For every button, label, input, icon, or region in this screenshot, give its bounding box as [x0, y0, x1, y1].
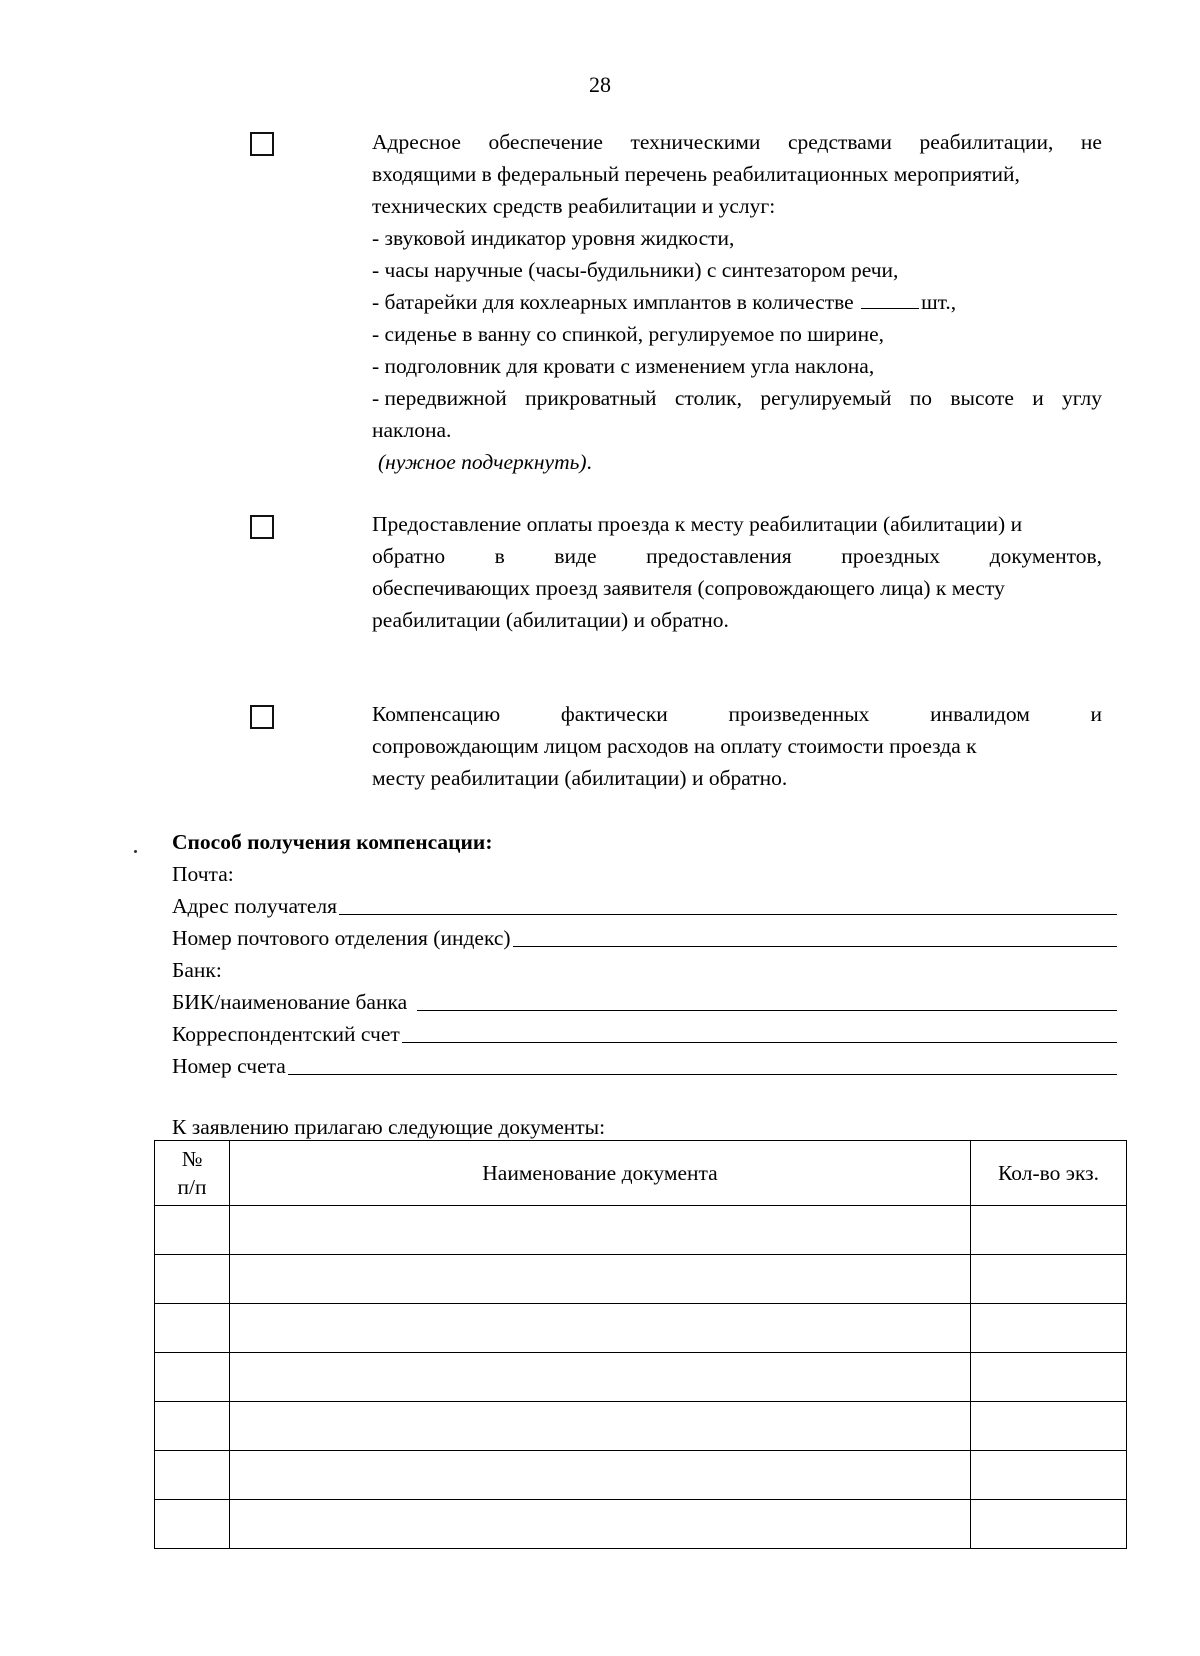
col-number-line2: п/п [177, 1175, 207, 1199]
col-number-line1: № [181, 1147, 203, 1171]
text-word: произведенных [728, 702, 870, 726]
option-travel-payment-text [372, 508, 1102, 636]
table-cell[interactable] [155, 1451, 230, 1500]
recipient-address-line[interactable] [339, 892, 1117, 915]
underline-note [372, 446, 1102, 478]
text-word: фактически [560, 702, 668, 726]
text-line: технических средств реабилитации и услуг: [372, 194, 776, 218]
table-cell[interactable] [230, 1451, 971, 1500]
text-line: входящими в федеральный перечень реабилитационных мероприятий, [372, 162, 1020, 186]
text-word: Компенсацию [372, 702, 501, 726]
table-row [155, 1255, 1127, 1304]
text-line-part: шт., [921, 290, 957, 314]
table-cell[interactable] [971, 1255, 1127, 1304]
bik-field[interactable] [172, 986, 1117, 1018]
text-word: обратно [372, 544, 446, 568]
table-cell[interactable] [971, 1451, 1127, 1500]
note-end: . [586, 450, 592, 474]
table-cell[interactable] [971, 1500, 1127, 1549]
table-cell[interactable] [971, 1402, 1127, 1451]
postal-index-line[interactable] [513, 924, 1117, 947]
table-header-row [155, 1141, 1127, 1206]
col-qty-header: Кол-во экз. [971, 1141, 1127, 1206]
text-word: средствами [787, 130, 892, 154]
table-cell[interactable] [971, 1206, 1127, 1255]
text-word: углу [1062, 386, 1102, 410]
table-cell[interactable] [230, 1255, 971, 1304]
text-word: инвалидом [930, 702, 1030, 726]
text-word: предоставления [646, 544, 792, 568]
text-word: по [909, 386, 933, 410]
table-cell[interactable] [155, 1304, 230, 1353]
text-word: в [494, 544, 505, 568]
checkbox-travel-payment[interactable] [250, 515, 274, 539]
text-line: - звуковой индикатор уровня жидкости, [372, 226, 735, 250]
text-line [372, 126, 1102, 158]
corr-account-line[interactable] [402, 1020, 1117, 1043]
postal-index-field[interactable] [172, 922, 1117, 954]
text-word: регулируемый [760, 386, 892, 410]
text-word: виде [554, 544, 597, 568]
table-row [155, 1353, 1127, 1402]
text-line: - сиденье в ванну со спинкой, регулируемое по ширине, [372, 322, 884, 346]
text-line-part: - батарейки для кохлеарных имплантов в количестве [372, 290, 854, 314]
table-cell[interactable] [230, 1304, 971, 1353]
account-number-label: Номер счета [172, 1054, 286, 1078]
table-cell[interactable] [155, 1206, 230, 1255]
text-line: Предоставление оплаты проезда к месту реабилитации (абилитации) и [372, 512, 1023, 536]
table-cell[interactable] [230, 1500, 971, 1549]
text-word: проездных [841, 544, 941, 568]
col-name-header: Наименование документа [230, 1141, 971, 1206]
text-line [372, 382, 1102, 414]
account-number-field[interactable] [172, 1050, 1117, 1082]
table-cell[interactable] [230, 1402, 971, 1451]
text-word: столик, [674, 386, 743, 410]
bik-label: БИК/наименование банка [172, 990, 408, 1014]
text-line [372, 540, 1102, 572]
table-cell[interactable] [155, 1255, 230, 1304]
table-cell[interactable] [971, 1304, 1127, 1353]
postal-index-label: Номер почтового отделения (индекс) [172, 926, 511, 950]
text-word: - передвижной [372, 386, 507, 410]
account-number-line[interactable] [288, 1052, 1117, 1075]
table-row [155, 1206, 1127, 1255]
col-number-header [155, 1141, 230, 1206]
documents-intro: К заявлению прилагаю следующие документы: [172, 1115, 606, 1139]
table-row [155, 1500, 1127, 1549]
text-line: - часы наручные (часы-будильники) с синтезатором речи, [372, 258, 899, 282]
compensation-method [172, 826, 1117, 1082]
text-word: Адресное [372, 130, 461, 154]
text-line: - подголовник для кровати с изменением угла наклона, [372, 354, 875, 378]
bik-line[interactable] [417, 988, 1117, 1011]
text-line [372, 286, 1102, 318]
text-line [372, 698, 1102, 730]
compensation-heading: Способ получения компенсации: [172, 830, 493, 854]
text-word: обеспечение [488, 130, 603, 154]
table-row [155, 1451, 1127, 1500]
text-word: и [1032, 386, 1044, 410]
corr-account-label: Корреспондентский счет [172, 1022, 400, 1046]
page-number: 28 [589, 72, 611, 97]
text-word: реабилитации, [919, 130, 1054, 154]
note-text: (нужное подчеркнуть) [378, 450, 587, 474]
documents-table [154, 1140, 1127, 1549]
table-row [155, 1402, 1127, 1451]
table-cell[interactable] [230, 1353, 971, 1402]
bank-label: Банк: [172, 958, 222, 982]
recipient-address-field[interactable] [172, 890, 1117, 922]
checkbox-assistive-devices[interactable] [250, 132, 274, 156]
battery-quantity-blank[interactable] [861, 288, 919, 309]
text-word: высоте [950, 386, 1014, 410]
text-line: наклона. [372, 418, 452, 442]
scan-speck [134, 850, 137, 853]
table-cell[interactable] [155, 1353, 230, 1402]
table-row [155, 1304, 1127, 1353]
text-line: сопровождающим лицом расходов на оплату стоимости проезда к [372, 734, 977, 758]
text-word: техническими [630, 130, 761, 154]
text-line: месту реабилитации (абилитации) и обратно. [372, 766, 788, 790]
option-assistive-devices-text [372, 126, 1102, 478]
table-cell[interactable] [155, 1500, 230, 1549]
text-line: обеспечивающих проезд заявителя (сопровождающего лица) к месту [372, 576, 1005, 600]
table-cell[interactable] [155, 1402, 230, 1451]
recipient-address-label: Адрес получателя [172, 894, 338, 918]
corr-account-field[interactable] [172, 1018, 1117, 1050]
text-line: реабилитации (абилитации) и обратно. [372, 608, 729, 632]
table-cell[interactable] [971, 1353, 1127, 1402]
checkbox-travel-compensation[interactable] [250, 705, 274, 729]
text-word: документов, [989, 544, 1102, 568]
text-word: не [1080, 130, 1102, 154]
option-travel-compensation-text [372, 698, 1102, 794]
text-word: и [1090, 702, 1102, 726]
text-word: прикроватный [525, 386, 657, 410]
table-cell[interactable] [230, 1206, 971, 1255]
mail-label: Почта: [172, 862, 234, 886]
